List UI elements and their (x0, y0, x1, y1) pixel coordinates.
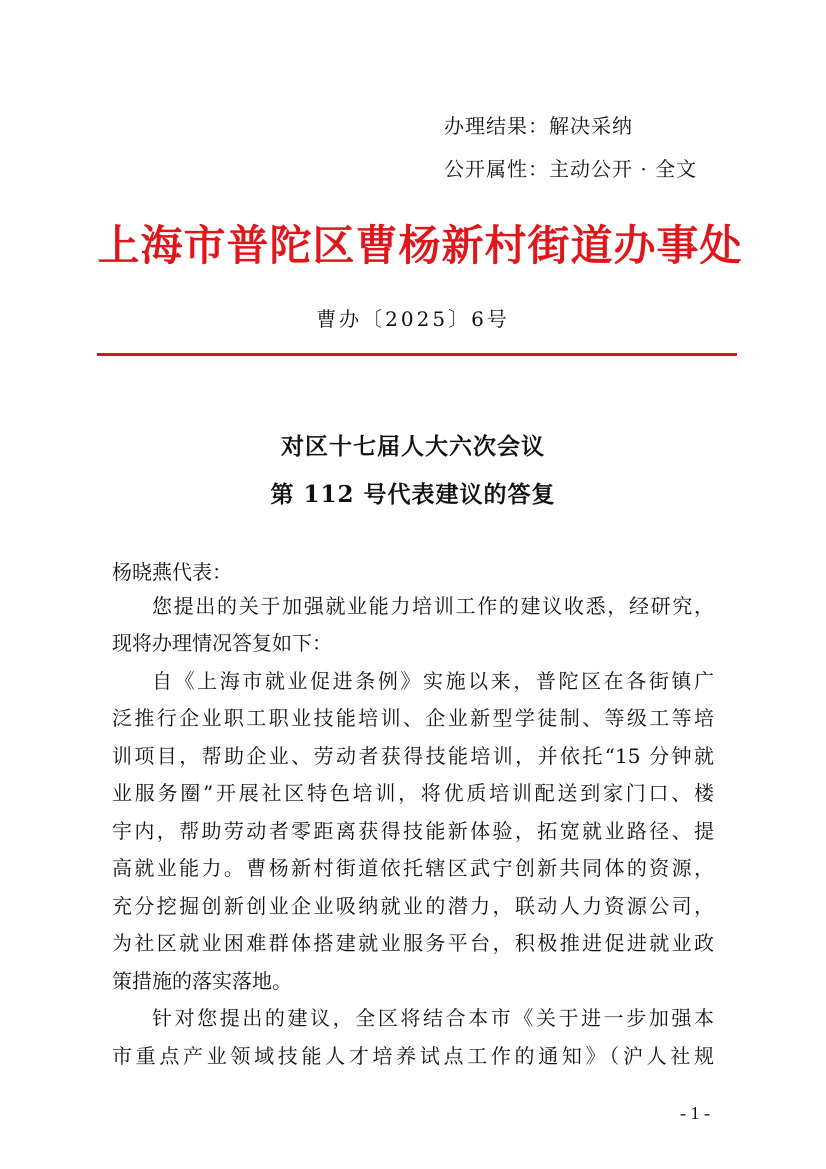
body-line: 为社区就业困难群体搭建就业服务平台，积极推进促进就业政 (112, 931, 714, 955)
body-line: 您提出的关于加强就业能力培训工作的建议收悉，经研究， (152, 594, 714, 618)
body-line: 高就业能力。曹杨新村街道依托辖区武宁创新共同体的资源， (112, 856, 714, 880)
document-title-line-2: 第 112 号代表建议的答复 (270, 481, 556, 508)
body-line: 宇内，帮助劳动者零距离获得技能新体验，拓宽就业路径、提 (112, 819, 714, 843)
salutation: 杨晓燕代表： (112, 560, 232, 584)
document-number: 曹办〔2025〕6号 (316, 307, 510, 331)
body-line: 市重点产业领域技能人才培养试点工作的通知》（沪人社规 (112, 1044, 714, 1068)
body-line: 业服务圈”开展社区特色培训，将优质培训配送到家门口、楼 (112, 781, 714, 805)
body-line: 针对您提出的建议，全区将结合本市《关于进一步加强本 (152, 1006, 714, 1030)
publicity-attribute: 公开属性：主动公开 · 全文 (444, 157, 698, 181)
body-line: 训项目，帮助企业、劳动者获得技能培训，并依托“15 分钟就 (112, 744, 714, 768)
body-line: 泛推行企业职工职业技能培训、企业新型学徒制、等级工等培 (112, 706, 714, 730)
body-line: 自《上海市就业促进条例》实施以来，普陀区在各街镇广 (152, 669, 714, 693)
issuing-organization-title: 上海市普陀区曹杨新村街道办事处 (97, 221, 743, 270)
body-line: 策措施的落实落地。 (112, 969, 292, 993)
body-line: 充分挖掘创新创业企业吸纳就业的潜力，联动人力资源公司， (112, 894, 714, 918)
document-title-line-1: 对区十七届人大六次会议 (281, 433, 545, 460)
page-number: - 1 - (680, 1103, 710, 1123)
body-line: 现将办理情况答复如下： (112, 631, 332, 655)
red-divider-line (97, 353, 737, 356)
handling-result: 办理结果：解决采纳 (444, 114, 633, 138)
